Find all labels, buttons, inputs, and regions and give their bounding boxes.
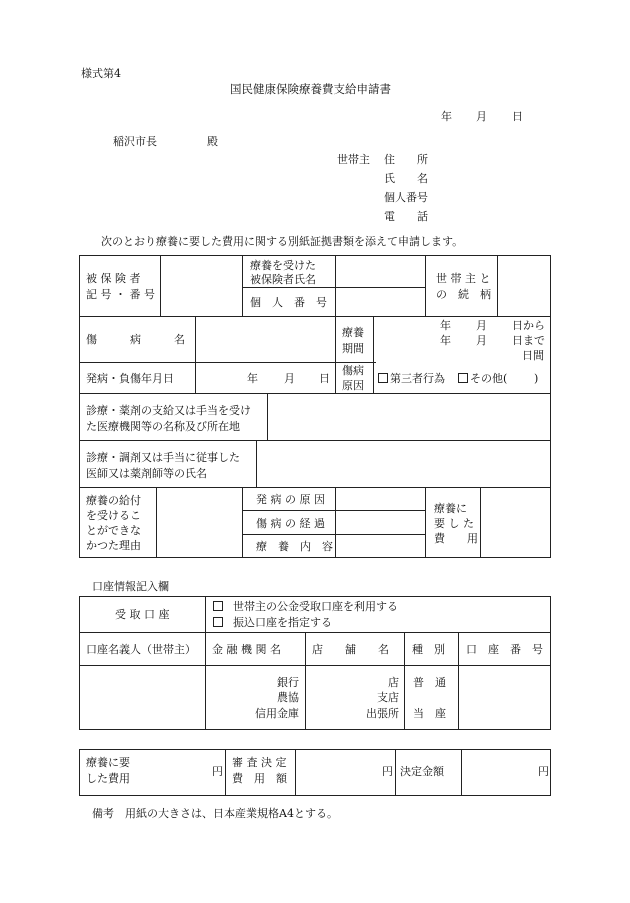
cause-close-paren: ): [534, 372, 539, 385]
cost-yen-unit: 円: [212, 765, 223, 778]
recipient-label-2: 被保険者氏名: [250, 273, 316, 286]
branch-type-office: 出張所: [366, 707, 399, 720]
review-label-1: 審 査 決 定: [232, 756, 287, 769]
period-label-2: 期間: [342, 342, 364, 355]
relation-label-2: の 続 柄: [436, 288, 491, 301]
onset-year: 年: [247, 372, 258, 385]
footnote: 備考 用紙の大きさは、日本産業規格A4とする。: [92, 807, 338, 820]
checkbox-icon: [213, 601, 223, 611]
review-yen-unit: 円: [382, 765, 393, 778]
period-month-1: 月: [476, 319, 487, 332]
branch-label: 店 舗 名: [312, 643, 389, 656]
onset-label: 発病・負傷年月日: [86, 372, 174, 385]
account-holder-field[interactable]: [80, 666, 204, 728]
account-number-label: 口 座 番 号: [466, 643, 543, 656]
period-to: 日まで: [512, 334, 545, 347]
period-year-2: 年: [440, 334, 451, 347]
applicant-name-label: 氏 名: [384, 172, 428, 185]
cause-option-other[interactable]: その他(: [458, 373, 507, 384]
checkbox-icon: [378, 373, 388, 383]
doctor-label-1: 診療・調剤又は手当に従事した: [86, 451, 240, 464]
cause-option-third-party[interactable]: 第三者行為: [378, 373, 445, 384]
facility-label-2: た医療機関等の名称及び所在地: [86, 420, 240, 433]
cost-label-3: 費 用: [434, 532, 478, 545]
origin-label: 発 病 の 原 因: [256, 493, 325, 506]
period-days: 日間: [522, 349, 544, 362]
option-transfer-account[interactable]: 振込口座を指定する: [213, 617, 332, 628]
treatment-content-label: 療 養 内 容: [256, 540, 333, 553]
branch-type-branch: 支店: [377, 691, 399, 704]
disease-label: 傷 病 名: [86, 333, 185, 346]
honorific: 殿: [207, 135, 218, 148]
account-type-label: 種 別: [412, 643, 445, 656]
reason-field[interactable]: [157, 488, 241, 556]
cause-label-1: 傷病: [342, 364, 364, 377]
facility-field[interactable]: [268, 394, 550, 439]
date-year-label: 年: [441, 110, 452, 123]
bank-type-bank: 銀行: [277, 676, 299, 689]
date-month-label: 月: [476, 110, 487, 123]
onset-day: 日: [319, 372, 330, 385]
insured-label-1: 被 保 険 者: [86, 272, 141, 285]
decided-amount-label: 決定金額: [400, 765, 444, 778]
applicant-address-label: 住 所: [384, 153, 428, 166]
doctor-label-2: 医師又は薬剤師等の氏名: [86, 467, 207, 480]
facility-label-1: 診療・薬剤の支給又は手当を受け: [86, 404, 251, 417]
doctor-field[interactable]: [257, 441, 550, 486]
decided-yen-unit: 円: [538, 765, 549, 778]
relation-field[interactable]: [498, 256, 550, 315]
account-number-field[interactable]: [459, 666, 549, 728]
applicant-role: 世帯主: [337, 153, 370, 166]
account-type-ordinary[interactable]: 普 通: [413, 676, 446, 689]
branch-type-store: 店: [388, 676, 399, 689]
reason-label-4: かつた理由: [86, 539, 141, 552]
period-from: 日から: [512, 319, 545, 332]
checkbox-icon: [213, 617, 223, 627]
disease-field[interactable]: [196, 317, 334, 361]
personal-number-field[interactable]: [336, 288, 424, 315]
insured-label-2: 記 号 ・ 番 号: [86, 288, 155, 301]
insured-number-field[interactable]: [161, 256, 241, 315]
account-type-current[interactable]: 当 座: [413, 707, 446, 720]
cost-label-2: 要 し た: [434, 517, 474, 530]
form-number: 様式第4: [81, 67, 121, 80]
cost-amount-label-1: 療養に要: [86, 756, 130, 769]
reason-label-1: 療養の給付: [86, 494, 141, 507]
addressee: 稲沢市長: [113, 135, 157, 148]
bank-type-shinkin: 信用金庫: [255, 707, 299, 720]
bank-type-ja: 農協: [277, 691, 299, 704]
account-holder-label: 口座名義人（世帯主）: [86, 643, 196, 656]
intro-text: 次のとおり療養に要した費用に関する別紙証拠書類を添えて申請します。: [101, 235, 464, 248]
period-label-1: 療養: [342, 326, 364, 339]
bank-label: 金 融 機 関 名: [212, 643, 281, 656]
period-year-1: 年: [440, 319, 451, 332]
applicant-id-label: 個人番号: [384, 191, 428, 204]
recipient-label-1: 療養を受けた: [250, 259, 316, 272]
option-public-account[interactable]: 世帯主の公金受取口座を利用する: [213, 601, 398, 612]
date-day-label: 日: [512, 110, 523, 123]
reason-label-2: を受けるこ: [86, 509, 141, 522]
period-month-2: 月: [476, 334, 487, 347]
recipient-name-field[interactable]: [336, 256, 424, 286]
reason-label-3: とができな: [86, 524, 141, 537]
personal-number-label: 個 人 番 号: [250, 296, 327, 309]
checkbox-icon: [458, 373, 468, 383]
review-label-2: 費 用 額: [232, 772, 287, 785]
cost-amount-label-2: した費用: [86, 772, 130, 785]
relation-label-1: 世 帯 主 と: [436, 272, 491, 285]
cost-label-1: 療養に: [434, 502, 467, 515]
account-section-title: 口座情報記入欄: [92, 580, 169, 593]
receipt-account-label: 受 取 口 座: [115, 608, 170, 621]
cause-label-2: 原因: [342, 379, 364, 392]
form-title: 国民健康保険療養費支給申請書: [230, 82, 391, 96]
progress-label: 傷 病 の 経 過: [256, 517, 325, 530]
applicant-phone-label: 電 話: [384, 210, 428, 223]
onset-month: 月: [284, 372, 295, 385]
